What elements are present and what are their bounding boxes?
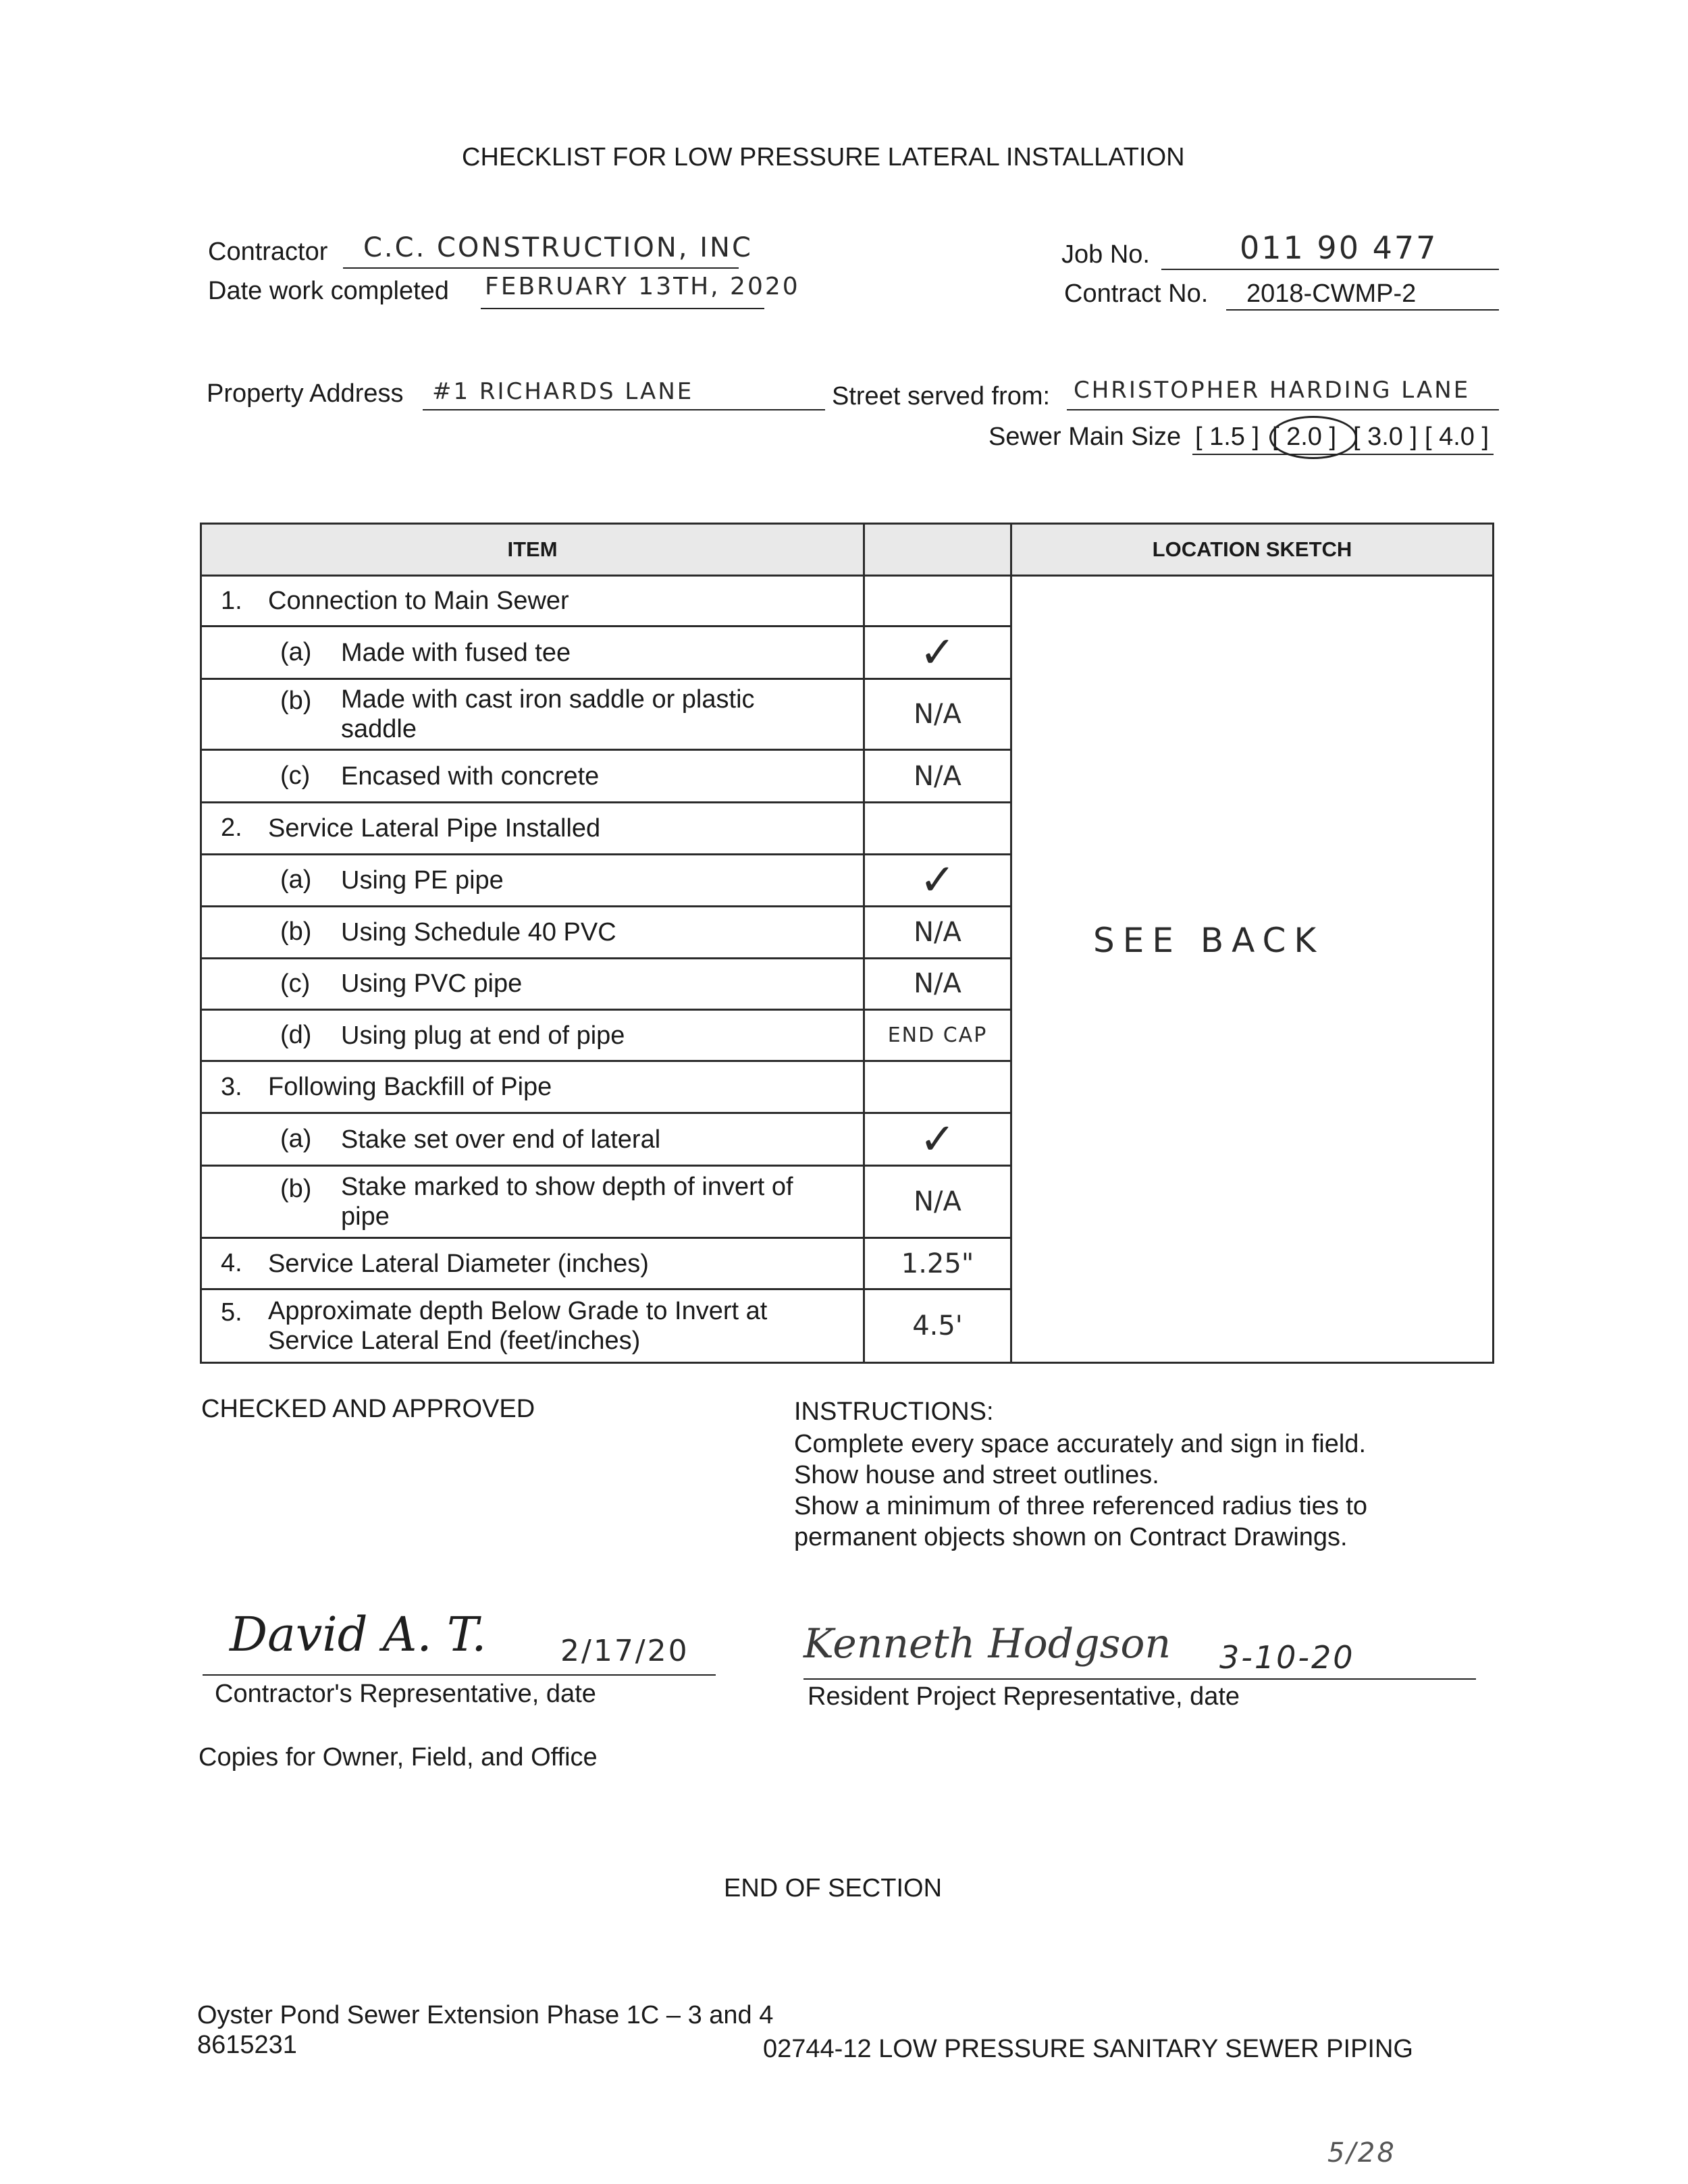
row-text: Using plug at end of pipe (341, 1021, 625, 1050)
row-text: Service Lateral Pipe Installed (268, 814, 601, 843)
property-address-value[interactable]: #1 RICHARDS LANE (432, 378, 694, 405)
check-mark[interactable]: ✓ (864, 854, 1011, 906)
resident-rep-caption: Resident Project Representative, date (808, 1682, 1240, 1711)
row-mark[interactable] (864, 803, 1011, 854)
copies-note: Copies for Owner, Field, and Office (199, 1743, 598, 1772)
sewer-main-size-option-selected[interactable]: [ 2.0 ] (1272, 423, 1337, 451)
sketch-note: SEE BACK (1093, 921, 1325, 961)
checklist-table (200, 523, 1494, 1364)
sewer-main-size-option[interactable]: [ 4.0 ] (1425, 423, 1489, 451)
row-number: (a) (280, 865, 312, 895)
table-row (201, 576, 1494, 626)
sewer-main-size-option[interactable]: [ 1.5 ] (1195, 423, 1260, 451)
row-number: 1. (221, 586, 242, 615)
row-number: (a) (280, 638, 312, 667)
selection-circle (1269, 416, 1357, 459)
footer-project-number: 8615231 (197, 2031, 297, 2059)
row-text: Stake marked to show depth of invert of pipe (341, 1173, 793, 1231)
footer-project: Oyster Pond Sewer Extension Phase 1C – 3 and 4 (197, 2001, 774, 2029)
row-mark[interactable]: N/A (864, 679, 1011, 750)
page-note: 5/28 (1327, 2137, 1396, 2168)
row-mark[interactable]: N/A (864, 907, 1011, 958)
row-number: (b) (280, 917, 312, 947)
location-sketch-area[interactable] (1011, 576, 1494, 1363)
contract-no-label: Contract No. (1064, 279, 1209, 308)
contractor-label: Contractor (208, 238, 328, 266)
date-completed-value[interactable]: FEBRUARY 13TH, 2020 (485, 273, 800, 300)
row-mark[interactable] (864, 576, 1011, 626)
row-text: Made with cast iron saddle or plastic saddle (341, 685, 755, 744)
row-text: Stake set over end of lateral (341, 1125, 661, 1154)
row-number: (c) (280, 969, 311, 998)
date-completed-label: Date work completed (208, 277, 449, 305)
row-text: Approximate depth Below Grade to Invert at Service Lateral End (feet/inches) (268, 1297, 768, 1356)
row-text: Connection to Main Sewer (268, 587, 569, 616)
row-mark[interactable]: N/A (864, 749, 1011, 802)
end-of-section: END OF SECTION (724, 1874, 943, 1902)
checked-approved-label: CHECKED AND APPROVED (201, 1395, 535, 1423)
row-mark[interactable]: 1.25" (864, 1237, 1011, 1289)
contract-no-value[interactable]: 2018-CWMP-2 (1246, 279, 1417, 308)
row-number: (d) (280, 1021, 312, 1050)
check-mark[interactable]: ✓ (864, 626, 1011, 678)
contractor-signature[interactable]: David A. T. (230, 1607, 487, 1662)
property-address-label: Property Address (207, 379, 404, 408)
row-number: (c) (280, 762, 311, 791)
resident-signature[interactable]: Kenneth Hodgson (803, 1620, 1171, 1668)
row-number: 4. (221, 1249, 242, 1278)
row-number: 5. (221, 1298, 242, 1327)
check-column-header (864, 524, 1011, 576)
row-mark[interactable]: 4.5' (864, 1289, 1011, 1363)
check-mark[interactable]: ✓ (864, 1113, 1011, 1165)
resident-sign-date[interactable]: 3-10-20 (1219, 1639, 1355, 1676)
street-served-label: Street served from: (832, 382, 1051, 410)
job-no-value[interactable]: 011 90 477 (1240, 230, 1438, 266)
item-column-header: ITEM (201, 524, 864, 576)
row-number: (b) (280, 687, 312, 716)
row-number: (a) (280, 1125, 312, 1154)
sketch-column-header: LOCATION SKETCH (1011, 524, 1494, 576)
instruction-line: Complete every space accurately and sign in field. (794, 1430, 1367, 1458)
instruction-line: permanent objects shown on Contract Drawings. (794, 1523, 1348, 1551)
row-number: 2. (221, 814, 242, 843)
instruction-line: Show house and street outlines. (794, 1461, 1159, 1489)
row-number: (b) (280, 1175, 312, 1204)
row-text: Using Schedule 40 PVC (341, 917, 616, 947)
row-text: Using PVC pipe (341, 969, 523, 998)
row-text: Using PE pipe (341, 865, 504, 895)
page-title: CHECKLIST FOR LOW PRESSURE LATERAL INSTALLATION (462, 143, 1185, 171)
footer-section: 02744-12 LOW PRESSURE SANITARY SEWER PIPING (763, 2035, 1413, 2063)
row-mark[interactable]: END CAP (864, 1009, 1011, 1061)
row-mark[interactable]: N/A (864, 1166, 1011, 1238)
instructions-title: INSTRUCTIONS: (794, 1397, 994, 1426)
sewer-main-size-option[interactable]: [ 3.0 ] (1353, 423, 1418, 451)
row-text: Made with fused tee (341, 638, 571, 667)
contractor-sign-date[interactable]: 2/17/20 (560, 1634, 689, 1668)
row-text: Service Lateral Diameter (inches) (268, 1249, 649, 1278)
street-served-value[interactable]: CHRISTOPHER HARDING LANE (1074, 377, 1471, 404)
row-number: 3. (221, 1072, 242, 1101)
contractor-rep-caption: Contractor's Representative, date (215, 1680, 596, 1708)
job-no-label: Job No. (1061, 240, 1150, 269)
row-text: Encased with concrete (341, 762, 600, 791)
instruction-line: Show a minimum of three referenced radius ties to (794, 1492, 1368, 1520)
row-mark[interactable]: N/A (864, 958, 1011, 1009)
row-text: Following Backfill of Pipe (268, 1073, 552, 1102)
contractor-value[interactable]: C.C. CONSTRUCTION, INC (363, 232, 753, 263)
sewer-main-size-label: Sewer Main Size (988, 423, 1182, 451)
row-mark[interactable] (864, 1061, 1011, 1113)
